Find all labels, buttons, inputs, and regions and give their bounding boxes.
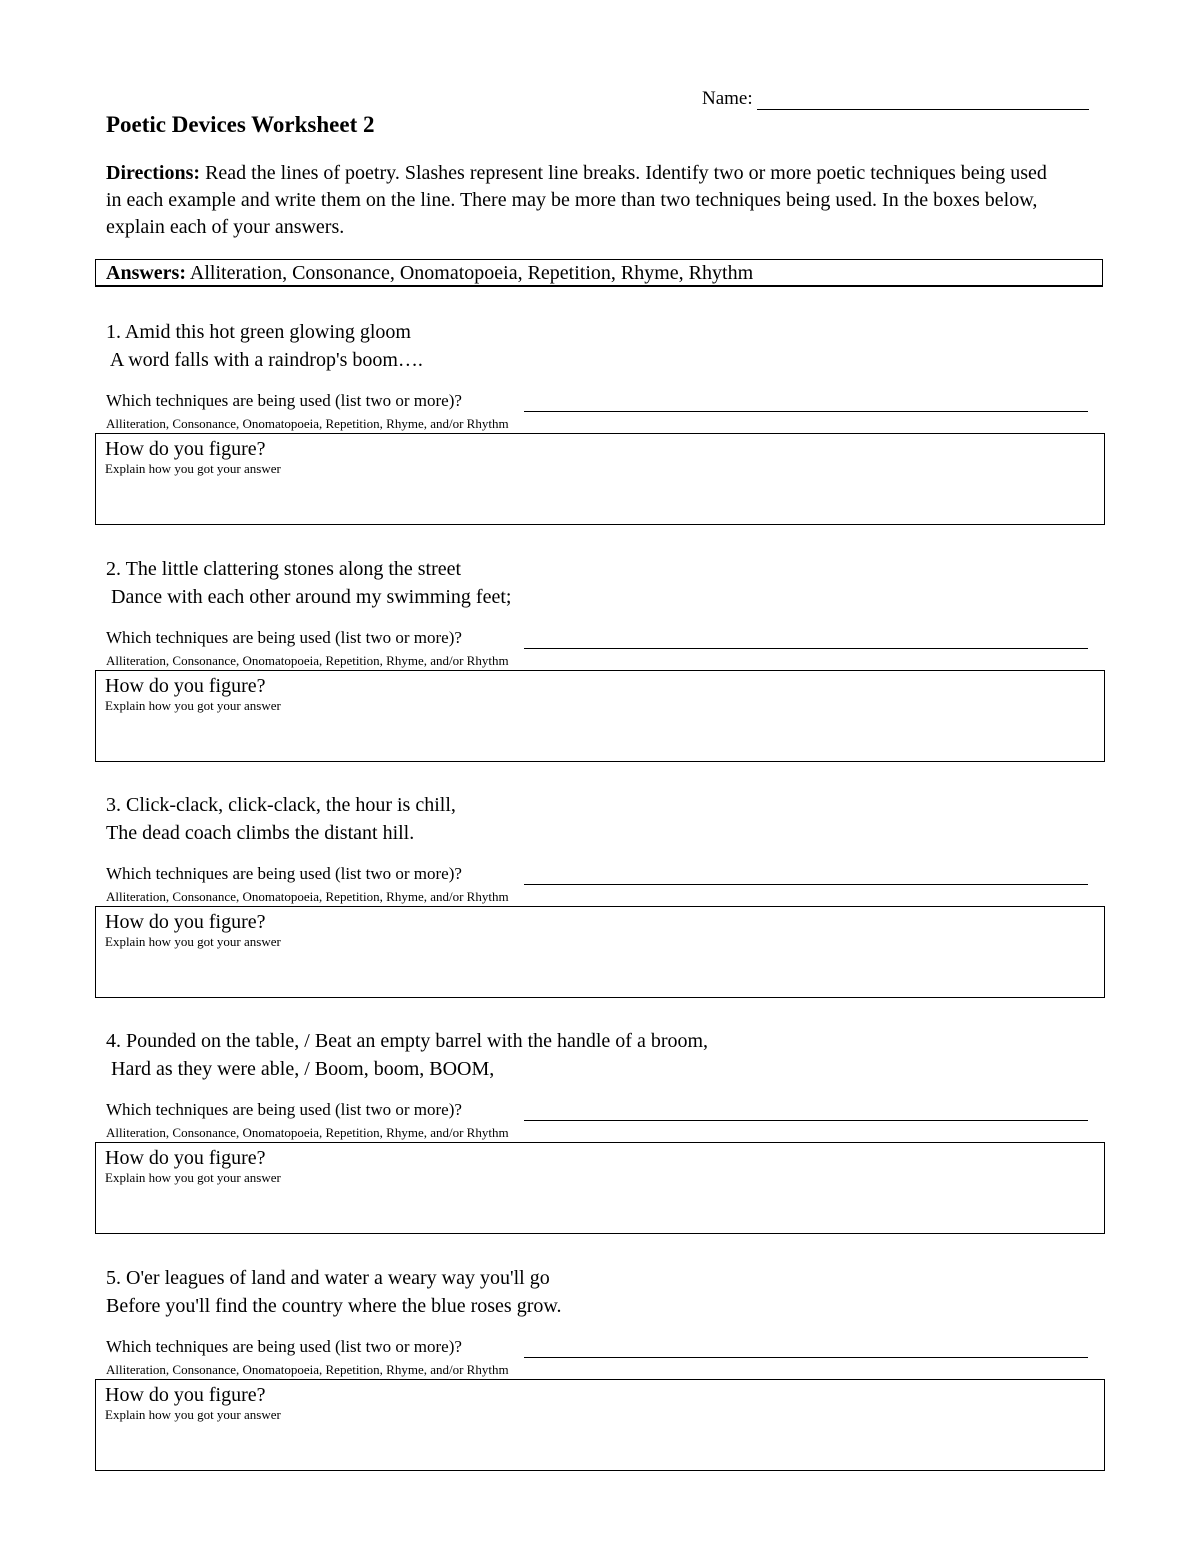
techniques-answer-line[interactable] [524, 648, 1088, 649]
techniques-options: Alliteration, Consonance, Onomatopoeia, Repetition, Rhyme, and/or Rhythm [106, 889, 509, 904]
poem-line-2: A word falls with a raindrop's boom…. [106, 349, 423, 371]
explanation-box[interactable] [95, 670, 1105, 762]
poem-line-2: Hard as they were able, / Boom, boom, BOOM, [106, 1058, 495, 1080]
explanation-hint: Explain how you got your answer [105, 698, 281, 713]
poem-line-1: 4. Pounded on the table, / Beat an empty barrel with the handle of a broom, [106, 1030, 709, 1052]
explanation-hint: Explain how you got your answer [105, 1170, 281, 1185]
techniques-options: Alliteration, Consonance, Onomatopoeia, Repetition, Rhyme, and/or Rhythm [106, 1125, 509, 1140]
techniques-options: Alliteration, Consonance, Onomatopoeia, Repetition, Rhyme, and/or Rhythm [106, 416, 509, 431]
poem-line-2: Dance with each other around my swimming feet; [106, 586, 512, 608]
directions [106, 160, 1066, 241]
question-4 [0, 1027, 1200, 1257]
techniques-answer-line[interactable] [524, 1357, 1088, 1358]
question-2 [0, 555, 1200, 785]
explanation-box[interactable] [95, 1379, 1105, 1471]
question-5 [0, 1264, 1200, 1494]
answers-box [95, 259, 1103, 287]
poem-line-1: 2. The little clattering stones along the street [106, 558, 462, 580]
poem-line-2: Before you'll find the country where the blue roses grow. [106, 1295, 562, 1317]
techniques-options: Alliteration, Consonance, Onomatopoeia, Repetition, Rhyme, and/or Rhythm [106, 653, 509, 668]
explanation-title: How do you figure? [105, 911, 266, 933]
explanation-title: How do you figure? [105, 675, 266, 697]
explanation-title: How do you figure? [105, 1147, 266, 1169]
page-title: Poetic Devices Worksheet 2 [106, 112, 375, 137]
explanation-hint: Explain how you got your answer [105, 461, 281, 476]
techniques-answer-line[interactable] [524, 411, 1088, 412]
poem-line-1: 5. O'er leagues of land and water a weary way you'll go [106, 1267, 550, 1289]
poem-line-2: The dead coach climbs the distant hill. [106, 822, 415, 844]
techniques-answer-line[interactable] [524, 884, 1088, 885]
name-line[interactable] [757, 89, 1089, 110]
explanation-hint: Explain how you got your answer [105, 934, 281, 949]
techniques-prompt: Which techniques are being used (list two or more)? [106, 864, 462, 883]
techniques-answer-line[interactable] [524, 1120, 1088, 1121]
explanation-hint: Explain how you got your answer [105, 1407, 281, 1422]
techniques-options: Alliteration, Consonance, Onomatopoeia, Repetition, Rhyme, and/or Rhythm [106, 1362, 509, 1377]
explanation-box[interactable] [95, 1142, 1105, 1234]
explanation-title: How do you figure? [105, 1384, 266, 1406]
techniques-prompt: Which techniques are being used (list two or more)? [106, 391, 462, 410]
techniques-prompt: Which techniques are being used (list two or more)? [106, 1337, 462, 1356]
techniques-prompt: Which techniques are being used (list two or more)? [106, 628, 462, 647]
explanation-box[interactable] [95, 906, 1105, 998]
answers-text: Alliteration, Consonance, Onomatopoeia, Repetition, Rhyme, Rhythm [186, 262, 754, 284]
name-field [702, 88, 1089, 110]
name-label: Name: [702, 88, 753, 109]
techniques-prompt: Which techniques are being used (list two or more)? [106, 1100, 462, 1119]
poem-line-1: 1. Amid this hot green glowing gloom [106, 321, 411, 343]
explanation-title: How do you figure? [105, 438, 266, 460]
question-1 [0, 318, 1200, 548]
question-3 [0, 791, 1200, 1021]
directions-text: Read the lines of poetry. Slashes represent line breaks. Identify two or more poetic techniques being used in each example and write them on the line. There may be more than two techniques being used. In the boxes below, explain each of your answers. [106, 162, 1047, 238]
explanation-box[interactable] [95, 433, 1105, 525]
poem-line-1: 3. Click-clack, click-clack, the hour is chill, [106, 794, 456, 816]
answers-label: Answers: [106, 262, 186, 284]
directions-label: Directions: [106, 162, 201, 184]
